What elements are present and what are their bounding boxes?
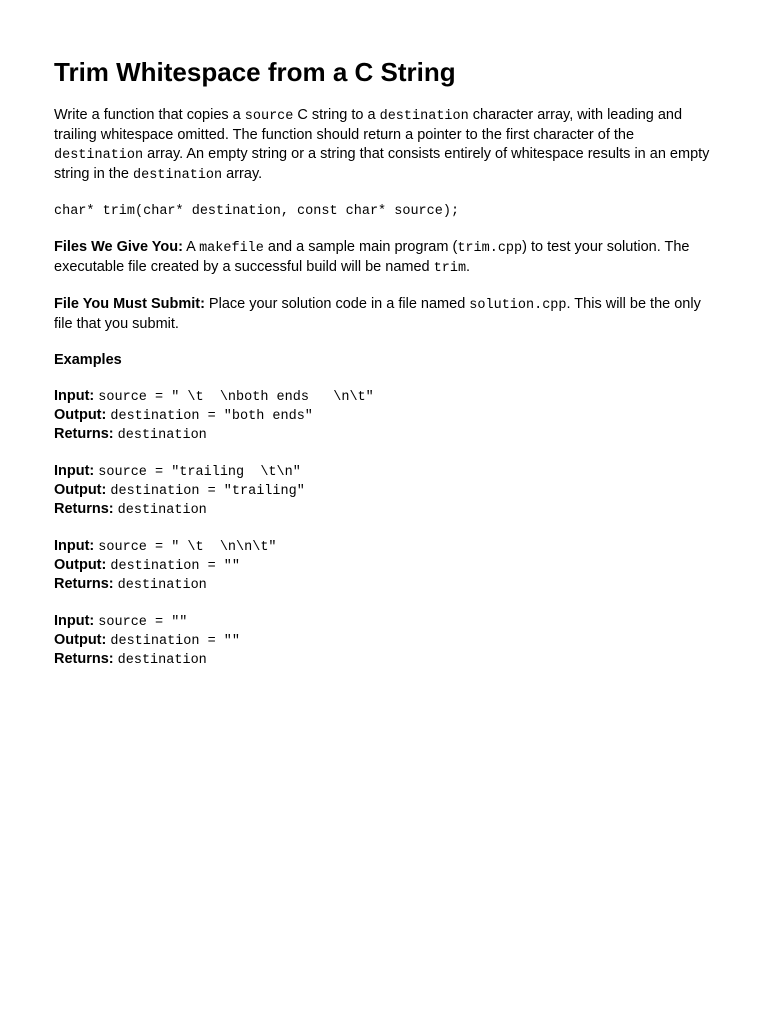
files-given-label: Files We Give You:: [54, 239, 183, 255]
output-value: destination = "trailing": [110, 484, 305, 499]
files-given-code: makefile: [199, 241, 264, 256]
example-output-line: [54, 631, 714, 650]
example-output-line: [54, 556, 714, 575]
example-returns-line: [54, 425, 714, 444]
output-value: destination = "": [110, 559, 240, 574]
output-label: Output:: [54, 407, 107, 423]
page-title: Trim Whitespace from a C String: [54, 57, 456, 87]
files-given-text: A: [182, 239, 200, 255]
returns-value: destination: [117, 428, 207, 443]
example-output-line: [54, 406, 714, 425]
returns-label: Returns:: [54, 426, 114, 442]
files-given-code: trim.cpp: [457, 241, 523, 256]
returns-label: Returns:: [54, 576, 114, 592]
function-signature: char* trim(char* destination, const char* source);: [54, 204, 460, 219]
input-value: source = "trailing \t\n": [98, 465, 301, 480]
example-block: [54, 537, 714, 594]
example-output-line: [54, 481, 714, 500]
output-value: destination = "": [110, 634, 240, 649]
returns-value: destination: [117, 503, 207, 518]
files-given-text: .: [466, 259, 471, 275]
intro-text: array. An empty string or a string that consists entirely of whitespace results in an empty string in the: [54, 146, 710, 182]
output-label: Output:: [54, 482, 107, 498]
files-given-paragraph: [54, 238, 714, 278]
input-label: Input:: [54, 463, 95, 479]
example-input-line: [54, 537, 714, 556]
file-submit-paragraph: [54, 295, 714, 334]
examples-heading: Examples: [54, 352, 122, 368]
file-submit-text: Place your solution code in a file named: [204, 296, 470, 312]
example-returns-line: [54, 500, 714, 519]
intro-paragraph: [54, 106, 714, 185]
input-label: Input:: [54, 388, 95, 404]
intro-code: source: [244, 109, 294, 124]
document-page: [54, 56, 714, 687]
intro-text: Write a function that copies a: [54, 107, 245, 123]
returns-label: Returns:: [54, 501, 114, 517]
example-returns-line: [54, 650, 714, 669]
example-input-line: [54, 612, 714, 631]
example-returns-line: [54, 575, 714, 594]
example-input-line: [54, 462, 714, 481]
output-value: destination = "both ends": [110, 409, 313, 424]
file-submit-code: solution.cpp: [469, 298, 567, 313]
intro-text: character array, with leading and trailing whitespace omitted. The function should return a pointer to the first character of the: [54, 107, 683, 143]
intro-code: destination: [379, 109, 469, 124]
example-input-line: [54, 387, 714, 406]
file-submit-label: File You Must Submit:: [54, 296, 205, 312]
input-label: Input:: [54, 613, 95, 629]
example-block: [54, 462, 714, 519]
example-block: [54, 387, 714, 444]
intro-text: array.: [222, 166, 263, 182]
file-submit-text: . This will be the only file that you submit.: [54, 296, 701, 332]
returns-value: destination: [117, 653, 207, 668]
input-label: Input:: [54, 538, 95, 554]
returns-label: Returns:: [54, 651, 114, 667]
files-given-text: and a sample main program (: [263, 239, 458, 255]
input-value: source = " \t \nboth ends \n\t": [98, 390, 374, 405]
input-value: source = " \t \n\n\t": [98, 540, 277, 555]
intro-text: C string to a: [293, 107, 380, 123]
returns-value: destination: [117, 578, 207, 593]
output-label: Output:: [54, 557, 107, 573]
intro-code: destination: [133, 168, 223, 183]
input-value: source = "": [98, 615, 188, 630]
example-block: [54, 612, 714, 669]
files-given-text: ) to test your solution. The executable file created by a successful build will be named: [54, 239, 690, 275]
files-given-code: trim: [433, 261, 467, 276]
output-label: Output:: [54, 632, 107, 648]
intro-code: destination: [54, 148, 144, 163]
